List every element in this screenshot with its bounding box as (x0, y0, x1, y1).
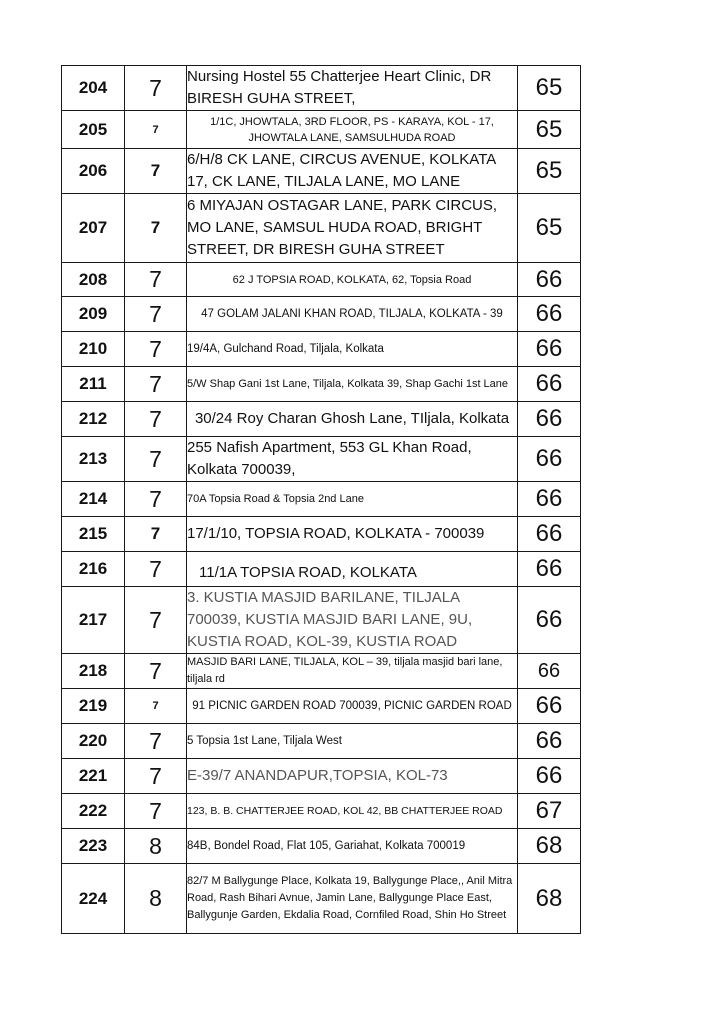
serial-number: 206 (62, 149, 125, 194)
address: 84B, Bondel Road, Flat 105, Gariahat, Kolkata 700019 (187, 829, 518, 864)
address: 91 PICNIC GARDEN ROAD 700039, PICNIC GARDEN ROAD (187, 689, 518, 724)
part-number: 7 (125, 437, 187, 482)
part-number: 7 (125, 367, 187, 402)
table-row (62, 402, 581, 437)
serial-number: 220 (62, 724, 125, 759)
address: 30/24 Roy Charan Ghosh Lane, TIljala, Kolkata (187, 402, 518, 437)
part-number: 7 (125, 759, 187, 794)
address: 70A Topsia Road & Topsia 2nd Lane (187, 482, 518, 517)
booth-number: 66 (518, 482, 581, 517)
part-number: 7 (125, 724, 187, 759)
address: 255 Nafish Apartment, 553 GL Khan Road, Kolkata 700039, (187, 437, 518, 482)
part-number: 7 (125, 111, 187, 149)
table-row (62, 794, 581, 829)
booth-number: 66 (518, 437, 581, 482)
serial-number: 210 (62, 332, 125, 367)
booth-number: 67 (518, 794, 581, 829)
booth-number: 66 (518, 263, 581, 297)
booth-number: 66 (518, 402, 581, 437)
serial-number: 204 (62, 66, 125, 111)
part-number: 7 (125, 194, 187, 263)
part-number: 7 (125, 482, 187, 517)
address: 123, B. B. CHATTERJEE ROAD, KOL 42, BB CHATTERJEE ROAD (187, 794, 518, 829)
address: 17/1/10, TOPSIA ROAD, KOLKATA - 700039 (187, 517, 518, 552)
table-row (62, 367, 581, 402)
table-row (62, 759, 581, 794)
serial-number: 215 (62, 517, 125, 552)
serial-number: 224 (62, 864, 125, 934)
serial-number: 219 (62, 689, 125, 724)
part-number: 7 (125, 517, 187, 552)
address: MASJID BARI LANE, TILJALA, KOL – 39, tiljala masjid bari lane, tiljala rd (187, 654, 518, 689)
booth-number: 68 (518, 829, 581, 864)
booth-number: 66 (518, 759, 581, 794)
table-row (62, 437, 581, 482)
table-row (62, 689, 581, 724)
table-row (62, 587, 581, 654)
serial-number: 214 (62, 482, 125, 517)
address: 47 GOLAM JALANI KHAN ROAD, TILJALA, KOLKATA - 39 (187, 297, 518, 332)
address: 82/7 M Ballygunge Place, Kolkata 19, Ballygunge Place,, Anil Mitra Road, Rash Bihari Avnue, Jamin Lane, Ballygunge Place East, Ballygunje Garden, Ekdalia Road, Cornfiled Road, Shin Ho Street (187, 864, 518, 934)
address: 5/W Shap Gani 1st Lane, Tiljala, Kolkata 39, Shap Gachi 1st Lane (187, 367, 518, 402)
part-number: 7 (125, 149, 187, 194)
booth-number: 66 (518, 654, 581, 689)
booth-number: 66 (518, 689, 581, 724)
part-number: 7 (125, 587, 187, 654)
part-number: 7 (125, 402, 187, 437)
table-row (62, 552, 581, 587)
table-row (62, 829, 581, 864)
serial-number: 211 (62, 367, 125, 402)
serial-number: 218 (62, 654, 125, 689)
booth-number: 65 (518, 111, 581, 149)
booth-number: 65 (518, 149, 581, 194)
serial-number: 222 (62, 794, 125, 829)
serial-number: 212 (62, 402, 125, 437)
address: 1/1C, JHOWTALA, 3RD FLOOR, PS - KARAYA, KOL - 17, JHOWTALA LANE, SAMSULHUDA ROAD (187, 111, 518, 149)
address-table (61, 65, 581, 934)
serial-number: 221 (62, 759, 125, 794)
booth-number: 65 (518, 66, 581, 111)
serial-number: 205 (62, 111, 125, 149)
address: 11/1A TOPSIA ROAD, KOLKATA (187, 552, 518, 587)
table-row (62, 724, 581, 759)
part-number: 7 (125, 552, 187, 587)
table-row (62, 263, 581, 297)
serial-number: 208 (62, 263, 125, 297)
part-number: 7 (125, 297, 187, 332)
part-number: 7 (125, 654, 187, 689)
address: 5 Topsia 1st Lane, Tiljala West (187, 724, 518, 759)
part-number: 8 (125, 864, 187, 934)
booth-number: 66 (518, 297, 581, 332)
part-number: 7 (125, 66, 187, 111)
address: 62 J TOPSIA ROAD, KOLKATA, 62, Topsia Road (187, 263, 518, 297)
table-row (62, 297, 581, 332)
table-row (62, 482, 581, 517)
booth-number: 68 (518, 864, 581, 934)
part-number: 7 (125, 332, 187, 367)
serial-number: 207 (62, 194, 125, 263)
table-row (62, 111, 581, 149)
address: 6 MIYAJAN OSTAGAR LANE, PARK CIRCUS, MO LANE, SAMSUL HUDA ROAD, BRIGHT STREET, DR BIRESH GUHA STREET (187, 194, 518, 263)
address: 3. KUSTIA MASJID BARILANE, TILJALA 700039, KUSTIA MASJID BARI LANE, 9U, KUSTIA ROAD, KOL-39, KUSTIA ROAD (187, 587, 518, 654)
table-row (62, 194, 581, 263)
address: E-39/7 ANANDAPUR,TOPSIA, KOL-73 (187, 759, 518, 794)
serial-number: 209 (62, 297, 125, 332)
serial-number: 213 (62, 437, 125, 482)
address: 19/4A, Gulchand Road, Tiljala, Kolkata (187, 332, 518, 367)
table-row (62, 864, 581, 934)
table-row (62, 149, 581, 194)
booth-number: 66 (518, 517, 581, 552)
table-row (62, 654, 581, 689)
booth-number: 66 (518, 552, 581, 587)
part-number: 7 (125, 689, 187, 724)
part-number: 8 (125, 829, 187, 864)
address: 6/H/8 CK LANE, CIRCUS AVENUE, KOLKATA 17, CK LANE, TILJALA LANE, MO LANE (187, 149, 518, 194)
booth-number: 66 (518, 587, 581, 654)
serial-number: 223 (62, 829, 125, 864)
table-row (62, 66, 581, 111)
part-number: 7 (125, 794, 187, 829)
part-number: 7 (125, 263, 187, 297)
booth-number: 66 (518, 332, 581, 367)
booth-number: 65 (518, 194, 581, 263)
table-row (62, 332, 581, 367)
serial-number: 216 (62, 552, 125, 587)
booth-number: 66 (518, 724, 581, 759)
serial-number: 217 (62, 587, 125, 654)
address: Nursing Hostel 55 Chatterjee Heart Clinic, DR BIRESH GUHA STREET, (187, 66, 518, 111)
booth-number: 66 (518, 367, 581, 402)
table-row (62, 517, 581, 552)
